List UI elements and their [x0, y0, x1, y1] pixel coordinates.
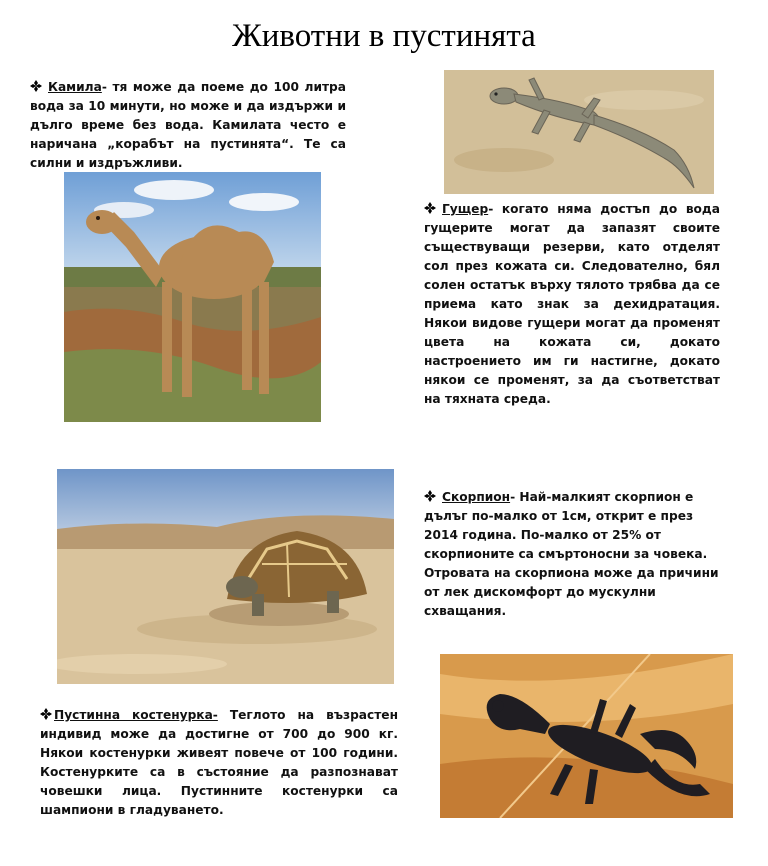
scorpion-text: - Най-малкият скорпион е дълъг по-малко от 1см, открит е през 2014 година. По-малко от 25% от скорпионите са смъртоносни за човека. Отровата на скорпиона може да причини от лек дискомфорт до мускулни схващания.: [424, 490, 719, 618]
tortoise-text: Теглото на възрастен индивид може да достигне от 700 до 900 кг. Някои костенурки живеят повече от 100 години. Костенурките са в състояние да разпознават човешки лица. Пустинните костенурки са шампиони в гладуването.: [40, 708, 398, 817]
scorpion-paragraph: [424, 488, 728, 621]
camel-term: Камила: [48, 80, 102, 94]
diamond-bullet-icon: [40, 708, 52, 720]
diamond-bullet-icon: [424, 202, 436, 214]
tortoise-paragraph: [40, 706, 398, 820]
lizard-term: Гущер: [442, 202, 489, 216]
tortoise-photo: [57, 469, 394, 684]
lizard-photo: [444, 70, 714, 194]
page-title: Животни в пустинята: [232, 18, 536, 54]
tortoise-term: Пустинна костенурка-: [54, 708, 218, 722]
camel-paragraph: [30, 78, 346, 173]
diamond-bullet-icon: [30, 80, 42, 92]
scorpion-term: Скорпион: [442, 490, 511, 504]
camel-photo: [64, 172, 321, 422]
diamond-bullet-icon: [424, 490, 436, 502]
lizard-paragraph: [424, 200, 720, 409]
scorpion-photo: [440, 654, 733, 818]
camel-text: - тя може да поеме до 100 литра вода за 10 минути, но може и да издържи и дълго време без вода. Камилата често е наричана „корабът на пустинята“. Те са силни и издръжливи.: [30, 80, 346, 170]
lizard-text: - когато няма достъп до вода гущерите могат да запазят своите съществуващи резерви, като отделят сол през кожата си. Следователно, бял солен остатък върху тялото трябва да се приема като знак за дехидратация. Някои видове гущери могат да променят цвета на кожата си, докато настроението им ги настигне, докато някои се променят, за да съответстват на тяхната среда.: [424, 202, 720, 406]
